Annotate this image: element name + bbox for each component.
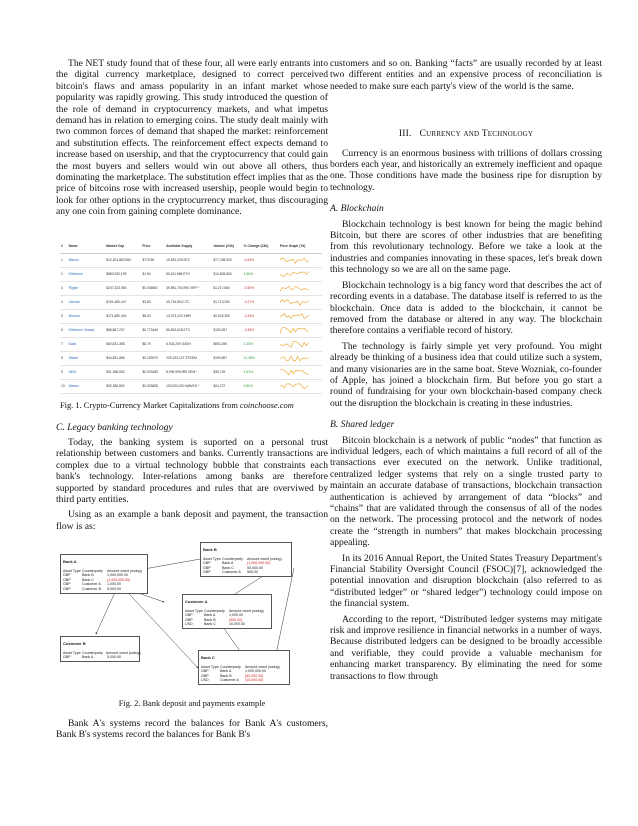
table-cell: 229,193,107 STEEM	[165, 352, 212, 366]
table-row	[60, 296, 322, 310]
table-cell: 3	[60, 282, 68, 296]
price-sparkline	[279, 254, 322, 268]
table-cell: $3.83	[141, 296, 165, 310]
table-cell: $60,831,358	[105, 338, 141, 352]
ledger-cell: Counterparty	[222, 556, 243, 561]
paragraph: customers and so on. Banking “facts” are usually recorded by at least two different entities and an expensive process of reconciliation is needed to make sure each party's view of the world is the same.	[330, 58, 602, 92]
table-row	[60, 254, 322, 268]
ledger-cell: Bank B	[204, 617, 216, 622]
ledger-cell: 50,000.00	[247, 565, 263, 570]
table-cell: $8.03	[141, 310, 165, 324]
left-column	[56, 58, 328, 744]
right-column	[330, 58, 602, 686]
table-cell: Litecoin	[68, 296, 106, 310]
ledger-cell: Customer A	[82, 582, 101, 587]
figure-1-source: coinchoose.com	[240, 401, 294, 411]
ledger-cell: Counterparty	[220, 664, 241, 669]
table-cell: $1,713,280	[212, 296, 242, 310]
table-cell: -0.35%	[243, 324, 279, 338]
ledger-cell: GBP	[201, 673, 209, 678]
table-cell: 4	[60, 296, 68, 310]
paragraph: Blockchain technology is best known for being the magic behind Bitcoin, but there are scores of other industries that are benefiting from this revolutionary technology. Before we take a look at the industries and companies innovating in these spaces, let's break down this technology so we are all on the same page.	[330, 218, 602, 276]
ledger-cell: 1,000,000.00	[245, 669, 266, 674]
table-row	[60, 324, 322, 338]
ledger-cell: Customer B	[82, 586, 101, 591]
table-cell: $30,380,800	[105, 380, 141, 394]
price-sparkline	[279, 366, 322, 380]
sparkline-path	[280, 300, 309, 306]
customer-b-ledger	[60, 636, 140, 662]
ledger-cell: Bank A	[82, 655, 94, 660]
table-cell: -0.27%	[243, 296, 279, 310]
ledger-cell: Counterparty	[82, 568, 103, 573]
ledger-row	[63, 587, 145, 592]
section-c-heading: C. Legacy banking technology	[56, 421, 173, 433]
price-sparkline	[279, 310, 322, 324]
ledger-cell: (50,000.00)	[245, 673, 264, 678]
paragraph: The NET study found that of these four, all were early entrants into the digital currency marketplace, designed to correct perceived bitcoin's flaws and amass popularity in an infant market whose popularity was rapidly growing. This study introduced the question of the role of demand in cryptocurrency markets, and what impetus demand has in relation to emerging coins. The study dealt mainly with two common forces of demand that shaped the market: reinforcement and substitution effects. The reinforcement effect expects demand to increase based on usership, and that the cryptocurrency that could gain the most buyers and sellers would win out above all others, thus dominating the marketplace. The substitution effect implies that as the price of bitcoins rose with increased usership, people would begin to look for other options in the cryptocurrency market, thus discouraging any one coin from gaining complete dominance.	[56, 58, 328, 218]
paragraph: Today, the banking system is suported on a personal trust relationship between customers and banks. Currently transactions are complex due to a virtual technology bubble that constraints each bank's technology. Inter-relations among banks are therefore supported by standard procedures and rules that are overviwed by third party entities.	[56, 436, 328, 505]
sparkline-path	[280, 342, 309, 348]
table-cell: $190,867	[212, 352, 242, 366]
table-header-cell: Price Graph (7d)	[279, 240, 322, 254]
figure-1-caption	[60, 400, 328, 411]
ledger-cell: (500.00)	[229, 617, 243, 622]
ledger-cell: Bank A	[204, 613, 216, 618]
ledger-cell: Amount owed (owing)	[229, 608, 264, 613]
bank-deposit-diagram	[56, 540, 328, 692]
table-cell: $0.303808	[141, 380, 165, 394]
ledger-cell: (1,000,000.00)	[107, 577, 131, 582]
ledger-row	[201, 678, 287, 683]
table-row	[60, 352, 322, 366]
sparkline-path	[280, 384, 309, 389]
section-a-heading: A. Blockchain	[330, 203, 384, 215]
sparkline-path	[280, 286, 309, 291]
ledger-cell: 1,000,000.00	[107, 573, 128, 578]
ledger-cell: GBP	[63, 586, 71, 591]
ledger-cell: 500.00	[247, 570, 258, 575]
table-cell: $1,217,860	[212, 282, 242, 296]
ledger-cell: 10,000.00	[229, 622, 245, 627]
table-cell: 4.80%	[243, 380, 279, 394]
table-cell: 49,716,804 LTC	[165, 296, 212, 310]
table-cell: 8	[60, 352, 68, 366]
ledger-cell: Counterparty	[82, 650, 103, 655]
table-cell: 8,999,999,999 XEM *	[165, 366, 212, 380]
table-cell: $237,223,980	[105, 282, 141, 296]
ledger-cell: GBP	[203, 570, 211, 575]
table-cell: $44,851,888	[105, 352, 141, 366]
paragraph: According to the report, “Distributed ledger systems may mitigate risk and improve resilience in financial networks in a number of ways. Because distributed ledgers can be designed to be broadly accessible and verifiable, they could provide a valuable mechanism for enhancing market transparency. By eliminating the need for some transactions to flow through	[330, 613, 602, 682]
ledger-cell: Bank A	[222, 561, 234, 566]
ledger-cell: 1,000.00	[107, 582, 121, 587]
ledger-cell: GBP	[203, 565, 211, 570]
ledger-cell: GBP	[63, 582, 71, 587]
table-cell: $86,867,237	[105, 324, 141, 338]
table-cell: 1	[60, 254, 68, 268]
table-cell: 21.28%	[243, 352, 279, 366]
table-row	[60, 366, 322, 380]
section-3-number: III.	[398, 128, 412, 140]
ledger-cell: Bank C	[222, 565, 234, 570]
table-header-cell: % Change (24h)	[243, 240, 279, 254]
figure-1-caption-text: Fig. 1. Crypto-Currency Market Capitalizations from	[60, 401, 241, 411]
ledger-cell: GBP	[185, 613, 193, 618]
section-3-heading	[330, 128, 602, 139]
ledger-cell: Amount owed (owing)	[107, 568, 142, 573]
table-cell: 6,923,209 DASH	[165, 338, 212, 352]
paragraph: Bank A's systems record the balances for Bank A's customers, Bank B's systems record the balances for Bank B's	[56, 717, 328, 740]
ledger-cell: 5,000.00	[107, 586, 121, 591]
ledger-row	[63, 655, 137, 660]
table-cell: $0.773446	[141, 324, 165, 338]
table-header-cell: Price	[141, 240, 165, 254]
ledger-cell: GBP	[203, 561, 211, 566]
ledger-cell: Asset Type	[185, 608, 203, 613]
table-cell: $191,480,447	[105, 296, 141, 310]
table-row	[60, 268, 322, 282]
paragraph: Using as an example a bank deposit and payment, the transaction flow is as:	[56, 509, 328, 532]
table-cell: 1.35%	[243, 338, 279, 352]
table-cell: $153,357	[212, 324, 242, 338]
table-cell: $10,828,800	[212, 268, 242, 282]
crypto-market-cap-table	[60, 240, 322, 394]
table-header-cell: Available Supply	[165, 240, 212, 254]
table-cell: 35,981,700,990 XRP *	[165, 282, 212, 296]
ledger-cell: USD	[201, 678, 209, 683]
table-header-cell: Volume (24h)	[212, 240, 242, 254]
table-cell: Dash	[68, 338, 106, 352]
ledger-row	[185, 622, 269, 627]
ledger-cell: GBP	[201, 669, 209, 674]
table-cell: 15,832,025 BTC	[165, 254, 212, 268]
table-cell: Bitcoin	[68, 254, 106, 268]
price-sparkline	[279, 268, 322, 282]
ledger-title: Bank A	[63, 559, 77, 565]
ledger-title: Bank B	[203, 547, 217, 553]
table-cell: 7	[60, 338, 68, 352]
table-cell: $0.193970	[141, 352, 165, 366]
table-cell: $0.003485	[141, 366, 165, 380]
table-cell: 1.61%	[243, 366, 279, 380]
ledger-cell: Counterparty	[204, 608, 225, 613]
table-cell: 10	[60, 380, 68, 394]
section-b-heading: B. Shared ledger	[330, 419, 395, 431]
table-cell: Ethereum Classic	[68, 324, 106, 338]
table-cell: 9	[60, 366, 68, 380]
table-cell: 2	[60, 268, 68, 282]
sparkline-path	[280, 272, 309, 277]
ledger-cell: Amount owed (owing)	[247, 556, 282, 561]
ledger-cell: Customer A	[220, 678, 239, 683]
table-cell: Ripple	[68, 282, 106, 296]
table-cell: $8.79	[141, 338, 165, 352]
price-sparkline	[279, 324, 322, 338]
table-cell: $77,236,900	[212, 254, 242, 268]
ledger-cell: USD	[185, 622, 193, 627]
ledger-cell: Asset Type	[203, 556, 221, 561]
ledger-cell: (1,000,000.00)	[247, 561, 271, 566]
ledger-title: Customer B	[63, 641, 86, 647]
table-cell: 6	[60, 324, 68, 338]
ledger-cell: Customer A	[222, 570, 241, 575]
table-cell: 5	[60, 310, 68, 324]
ledger-cell: 1,000.00	[229, 613, 243, 618]
table-cell: $0.006581	[141, 282, 165, 296]
ledger-cell: (10,000.00)	[245, 678, 264, 683]
figure-2-caption: Fig. 2. Bank deposit and payments example	[118, 699, 266, 709]
sparkline-path	[280, 258, 309, 264]
ledger-cell: GBP	[63, 577, 71, 582]
table-cell: -3.34%	[243, 310, 279, 324]
table-row	[60, 338, 322, 352]
paragraph: Bitcoin blockchain is a network of public “nodes” that function as individual ledgers, each of which maintains a full record of all of the transactions ever executed on the network. Unlike traditional, centralized ledger systems that rely on a single trusted party to maintain an accurate database of transactions, blockchain transaction authentication is achieved by arrangement of data “blocks” and “chains” that are validated through the consensus of all of the nodes on the network. The processing protocol and the network of nodes create the “strength in numbers” that makes blockchain processing appealing.	[330, 434, 602, 549]
table-cell: 100,000,000 WAVES *	[165, 380, 212, 394]
ledger-cell: GBP	[185, 617, 193, 622]
paragraph: Currency is an enormous business with trillions of dollars crossing borders each year, and historically an extremely inefficient and opaque one. Those conditions have made the business ripe for disruption by technology.	[330, 147, 602, 193]
ledger-cell: Asset Type	[63, 650, 81, 655]
table-cell: $171,680,404	[105, 310, 141, 324]
table-cell: 13,373,419 XMR	[165, 310, 212, 324]
ledger-cell: Asset Type	[63, 568, 81, 573]
sparkline-path	[280, 314, 309, 319]
sparkline-path	[280, 356, 309, 361]
ledger-cell: 5,000.00	[107, 655, 121, 660]
price-sparkline	[279, 296, 322, 310]
table-row	[60, 380, 322, 394]
table-cell: $775.55	[141, 254, 165, 268]
table-cell: NEM	[68, 366, 106, 380]
table-header-cell: Market Cap	[105, 240, 141, 254]
bank-c-ledger	[198, 650, 290, 685]
ledger-cell: GBP	[63, 573, 71, 578]
ledger-cell: Bank C	[82, 577, 94, 582]
price-sparkline	[279, 380, 322, 394]
ledger-cell: Amount owed (owing)	[105, 650, 141, 655]
table-cell: Monero	[68, 310, 106, 324]
table-cell: $35,749	[212, 366, 242, 380]
paragraph: The technology is fairly simple yet very profound. You might already be thinking of a business idea that could utilize such a system, and many visionaries are in the same boat. Steve Wozniak, co-founder of Apple, has joined a blockchain firm. But before you go start a round of fundraising for your own blockchain-based company check out the disruption the blockchain is creating in these industries.	[330, 340, 602, 409]
ledger-title: Customer A	[185, 599, 208, 605]
table-header-cell: #	[60, 240, 68, 254]
price-sparkline	[279, 338, 322, 352]
table-cell: 1.56%	[243, 268, 279, 282]
table-cell: Waves	[68, 380, 106, 394]
table-row	[60, 282, 322, 296]
table-cell: $31,366,530	[105, 366, 141, 380]
table-cell: $2,615,350	[212, 310, 242, 324]
table-cell: Steem	[68, 352, 106, 366]
ledger-cell: Asset Type	[201, 664, 219, 669]
ledger-cell: Bank B	[82, 573, 94, 578]
ledger-cell: Bank A	[220, 669, 232, 674]
ledger-cell: Bank B	[220, 673, 232, 678]
price-sparkline	[279, 352, 322, 366]
bank-b-ledger	[200, 542, 292, 577]
sparkline-path	[280, 328, 309, 334]
paragraph: Blockchain technology is a big fancy word that describes the act of recording events in a database. The database itself is referred to as the blockchain. Once data is added to the blockchain, it cannot be removed from the database or altered in any way. The blockchain therefore contains a verifiable record of history.	[330, 279, 602, 337]
table-cell: $12,301,883,962	[105, 254, 141, 268]
ledger-cell: Bank C	[204, 622, 216, 627]
table-cell: $1.94	[141, 268, 165, 282]
ledger-cell: GBP	[63, 655, 71, 660]
price-sparkline	[279, 282, 322, 296]
table-cell: 86,592,618 ETC	[165, 324, 212, 338]
table-cell: -0.90%	[243, 282, 279, 296]
table-cell: $880,530,195	[105, 268, 141, 282]
bank-a-ledger	[60, 554, 148, 593]
section-3-title: Currency and Technology	[419, 128, 534, 140]
table-cell: $24,272	[212, 380, 242, 394]
table-cell: Ethereum	[68, 268, 106, 282]
table-cell: -0.64%	[243, 254, 279, 268]
table-header-cell: Name	[68, 240, 106, 254]
customer-a-ledger	[182, 594, 272, 629]
table-cell: $652,259	[212, 338, 242, 352]
table-row	[60, 310, 322, 324]
ledger-title: Bank C	[201, 655, 215, 661]
ledger-row	[203, 570, 289, 575]
sparkline-path	[280, 370, 309, 375]
ledger-cell: Amount owed (owing)	[245, 664, 280, 669]
paragraph: In its 2016 Annual Report, the United States Treasury Department's Financial Stability Oversight Council (FSOC)[7], acknowledged the potential innovation and disruption blockchain (also referred to as “distributed ledger” or “shared ledger”) technology could impose on the financial system.	[330, 552, 602, 610]
table-cell: 86,511,968 ETH	[165, 268, 212, 282]
